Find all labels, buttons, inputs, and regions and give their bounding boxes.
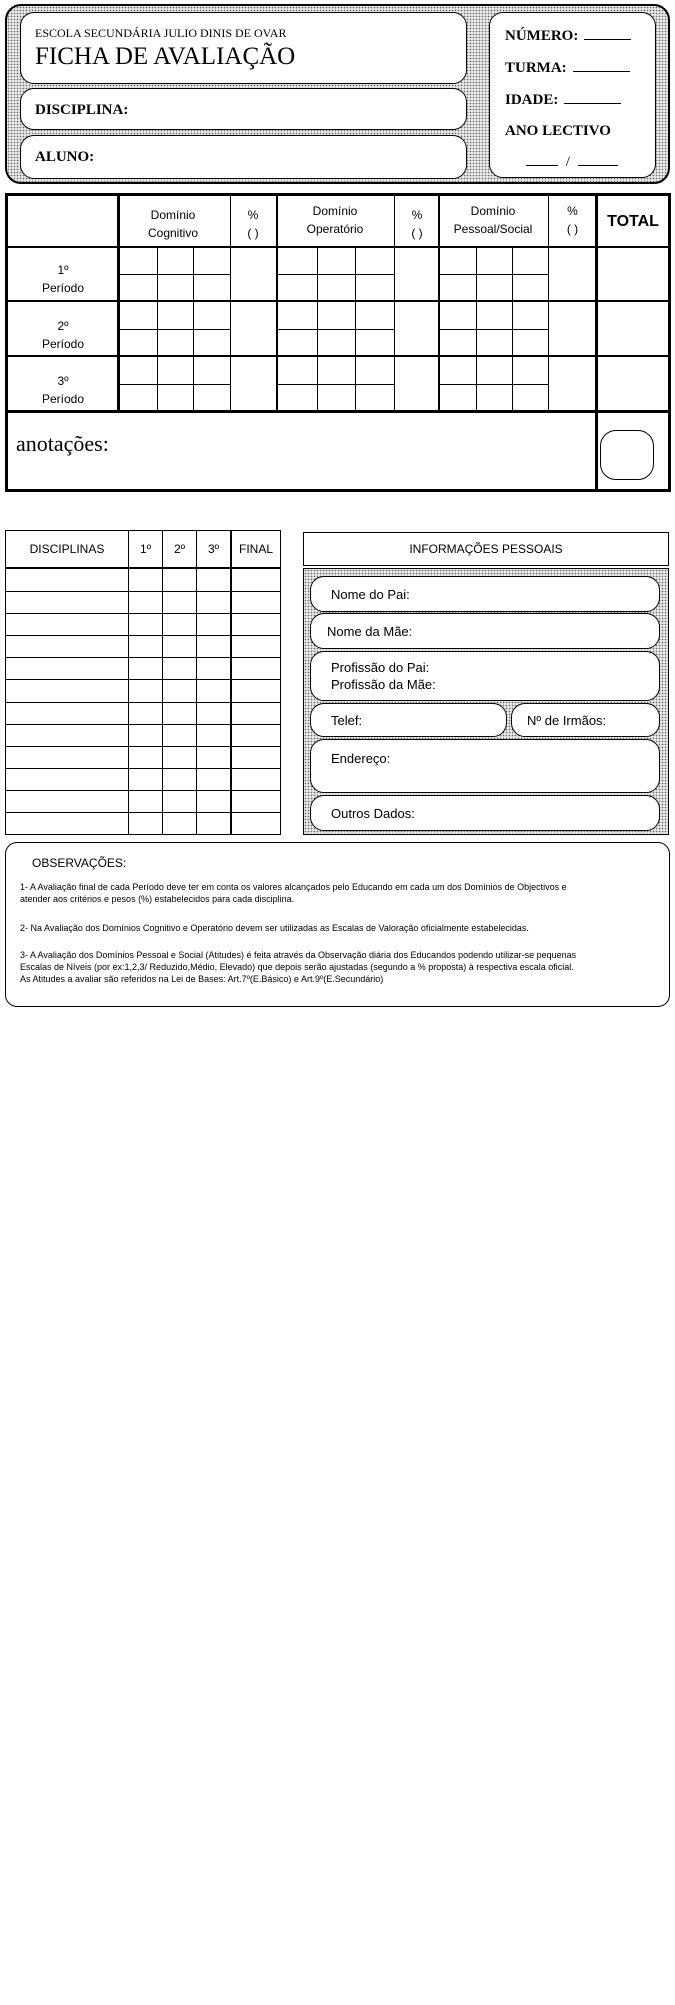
header-panel <box>5 4 670 184</box>
idade-field[interactable] <box>505 91 621 109</box>
grade-cell-divider <box>157 302 158 355</box>
table-row-divider <box>6 635 280 636</box>
domain-pessoal-header <box>439 202 547 238</box>
observation-item-3 <box>20 949 576 985</box>
address-label: Endereço: <box>331 751 391 766</box>
final-header: FINAL <box>238 542 273 556</box>
observation-line: 3- A Avaliação dos Domínios Pessoal e Social (Atitudes) é feita através da Observação diária dos Educandos podendo utilizar-se pequenas <box>20 950 577 960</box>
domain-line: Domínio <box>470 204 516 218</box>
grade-cell-divider <box>157 248 158 300</box>
grade-cell-divider <box>157 357 158 410</box>
mother-name-field[interactable] <box>310 613 660 649</box>
percent-parens: ( ) <box>566 222 579 236</box>
percent-pessoal-header <box>549 202 596 238</box>
siblings-field[interactable] <box>511 703 660 737</box>
period-2-label <box>8 317 118 353</box>
table-row-divider <box>6 790 280 791</box>
period-1-header: 1º <box>139 542 152 556</box>
table-column-divider <box>196 531 197 834</box>
period-word: Período <box>41 281 85 295</box>
grade-cell-divider <box>278 274 394 275</box>
table-column-divider <box>128 531 129 834</box>
domain-cognitivo-header <box>118 206 228 242</box>
table-row-divider <box>6 567 280 569</box>
observation-line: 2- Na Avaliação dos Domínios Cognitivo e Operatório devem ser utilizadas as Escalas de Valoração oficialmente estabelecidas. <box>20 923 529 933</box>
percent-parens: ( ) <box>411 226 423 240</box>
period-ordinal: 1º <box>57 263 69 277</box>
table-row-divider <box>6 768 280 769</box>
address-field[interactable] <box>310 739 660 793</box>
other-data-label: Outros Dados: <box>331 806 415 821</box>
domain-operatorio-header <box>277 202 393 238</box>
domain-line: Pessoal/Social <box>453 222 533 236</box>
table-column-divider <box>595 410 598 490</box>
father-name-label: Nome do Pai: <box>331 587 410 602</box>
grade-cell-divider <box>440 384 548 385</box>
aluno-field[interactable] <box>20 135 467 179</box>
parents-job-field[interactable] <box>310 651 660 701</box>
table-row-divider <box>6 679 280 680</box>
period-1-label <box>8 261 118 297</box>
student-id-box <box>489 12 656 178</box>
period-3-header: 3º <box>207 542 220 556</box>
other-data-field[interactable] <box>310 795 660 831</box>
father-job-label: Profissão do Pai: <box>331 660 430 675</box>
grade-cell-divider <box>120 274 230 275</box>
period-ordinal: 3º <box>57 374 69 388</box>
school-name: ESCOLA SECUNDÁRIA JULIO DINIS DE OVAR <box>35 26 287 40</box>
grade-cell-divider <box>512 302 513 355</box>
domain-line: Cognitivo <box>147 226 199 240</box>
ano-lectivo-field[interactable] <box>526 153 618 171</box>
table-row-divider <box>6 702 280 703</box>
grade-cell-divider <box>355 302 356 355</box>
observations-title: OBSERVAÇÕES: <box>32 856 127 870</box>
phone-field[interactable] <box>310 703 507 737</box>
domain-line: Domínio <box>150 208 196 222</box>
turma-label: TURMA: <box>505 60 567 76</box>
domain-line: Operatório <box>306 222 364 236</box>
grade-cell-divider <box>278 329 394 330</box>
table-row-divider <box>6 613 280 614</box>
grade-cell-divider <box>476 248 477 300</box>
turma-field[interactable] <box>505 59 630 77</box>
table-row-divider <box>8 246 668 248</box>
table-row-divider <box>8 355 668 357</box>
phone-label: Telef: <box>331 713 363 728</box>
disciplines-table <box>5 530 281 835</box>
period-ordinal: 2º <box>57 319 69 333</box>
observation-line: Escalas de Níveis (por ex:1,2,3/ Reduzido,Médio, Elevado) que depois serão ajustadas (segundo a % proposta) à respectiva escala oficial. <box>20 962 574 972</box>
grade-cell-divider <box>355 248 356 300</box>
mother-job-label: Profissão da Mãe: <box>331 677 436 692</box>
mother-name-label: Nome da Mãe: <box>327 624 413 639</box>
aluno-label: ALUNO: <box>35 149 95 165</box>
numero-field[interactable] <box>505 27 631 45</box>
percent-parens: ( ) <box>247 226 259 240</box>
grade-cell-divider <box>476 302 477 355</box>
grade-cell-divider <box>317 302 318 355</box>
table-column-divider <box>162 531 163 834</box>
grade-cell-divider <box>512 248 513 300</box>
numero-label: NÚMERO: <box>505 28 579 44</box>
observation-line: As Atitudes a avaliar são referidos na Lei de Bases: Art.7º(E.Básico) e Art.9º(E.Secundário) <box>20 974 384 984</box>
grade-cell-divider <box>317 357 318 410</box>
observation-item-2 <box>20 922 529 934</box>
percent-cognitivo-header <box>231 206 275 242</box>
total-header: TOTAL <box>607 213 659 230</box>
domain-line: Domínio <box>312 204 358 218</box>
table-column-divider <box>230 531 232 834</box>
grade-cell-divider <box>193 357 194 410</box>
grade-cell-divider <box>193 248 194 300</box>
grade-cell-divider <box>120 384 230 385</box>
period-word: Período <box>41 392 85 406</box>
period-word: Período <box>41 337 85 351</box>
grade-cell-divider <box>278 384 394 385</box>
table-row-divider <box>6 746 280 747</box>
percent-sign: % <box>567 204 578 218</box>
grade-table <box>5 193 671 492</box>
ano-lectivo-label: ANO LECTIVO <box>505 123 611 139</box>
personal-info-title: INFORMAÇÕES PESSOAIS <box>303 532 669 566</box>
observation-line: atender aos critérios e pesos (%) estabelecidos para cada disciplina. <box>20 894 295 904</box>
table-row-divider <box>8 300 668 302</box>
disciplina-label: DISCIPLINA: <box>35 102 129 118</box>
table-row-divider <box>6 812 280 813</box>
annotations-label: anotações: <box>16 431 109 456</box>
period-2-header: 2º <box>173 542 186 556</box>
percent-sign: % <box>247 208 259 222</box>
grade-cell-divider <box>440 274 548 275</box>
period-3-label <box>8 372 118 408</box>
disciplines-header: DISCIPLINAS <box>29 542 105 556</box>
annotations-total-box[interactable] <box>600 430 654 480</box>
form-title: FICHA DE AVALIAÇÃO <box>35 43 296 70</box>
grade-cell-divider <box>317 248 318 300</box>
grade-cell-divider <box>193 302 194 355</box>
table-row-divider <box>6 724 280 725</box>
grade-cell-divider <box>476 357 477 410</box>
grade-cell-divider <box>120 329 230 330</box>
personal-info-panel <box>303 568 669 835</box>
grade-cell-divider <box>512 357 513 410</box>
school-title-box <box>20 12 467 84</box>
observation-item-1 <box>20 881 567 905</box>
ano-separator: / <box>565 154 570 170</box>
disciplina-field[interactable] <box>20 88 467 130</box>
grade-cell-divider <box>440 329 548 330</box>
percent-sign: % <box>411 208 423 222</box>
grade-cell-divider <box>355 357 356 410</box>
father-name-field[interactable] <box>310 576 660 612</box>
percent-operatorio-header <box>395 206 439 242</box>
siblings-label: Nº de Irmãos: <box>527 713 607 728</box>
table-row-divider <box>8 410 668 413</box>
idade-label: IDADE: <box>505 92 559 108</box>
table-row-divider <box>6 657 280 658</box>
table-row-divider <box>6 591 280 592</box>
observations-box <box>5 842 670 1007</box>
observation-line: 1- A Avaliação final de cada Período deve ter em conta os valores alcançados pelo Educando em cada um dos Domínios de Objectivos e <box>20 882 567 892</box>
